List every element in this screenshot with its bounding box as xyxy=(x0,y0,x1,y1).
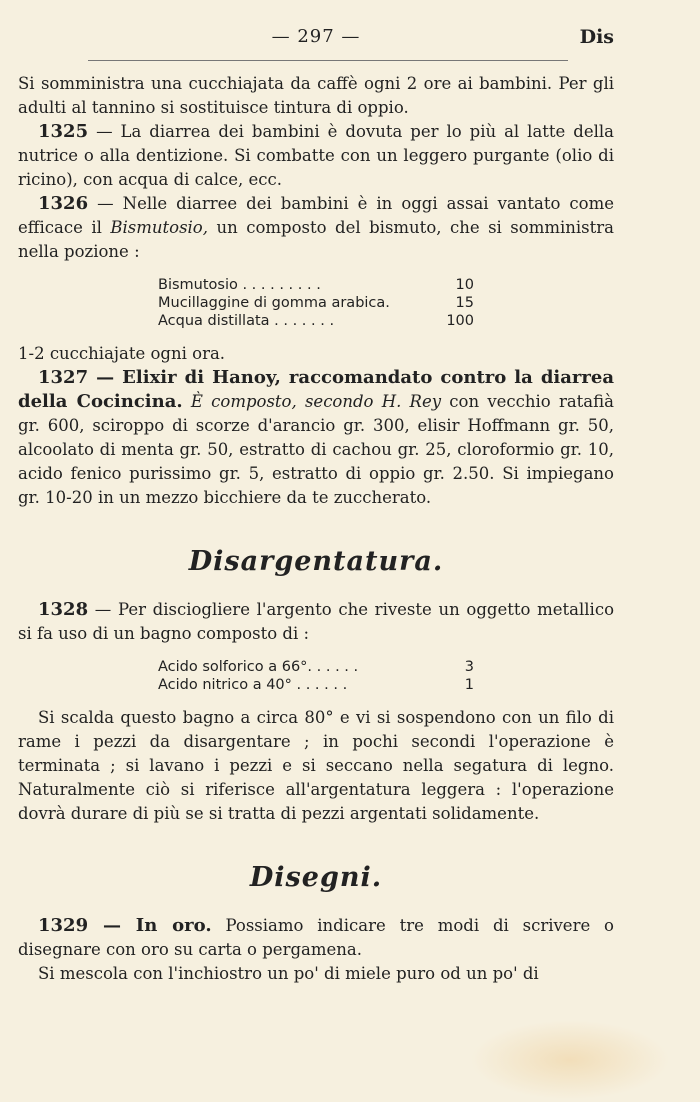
recipe-item: Acqua distillata . . . . . . . xyxy=(158,313,335,329)
entry-text: — Nelle diarree dei bambini è in oggi assai vantato come efficace il xyxy=(18,194,614,237)
recipe-row xyxy=(158,676,474,694)
header-rule xyxy=(88,60,568,61)
paragraph-1325 xyxy=(18,120,614,192)
paragraph-dose: 1-2 cucchiajate ogni ora. xyxy=(18,344,226,363)
entry-italic: Bismutosio, xyxy=(110,218,208,237)
recipe-qty: 10 xyxy=(455,277,474,293)
entry-number: 1329 xyxy=(38,915,89,936)
entry-number: 1327 xyxy=(38,367,89,388)
recipe-bagno xyxy=(158,658,614,694)
recipe-item: Acido solforico a 66°. . . . . . xyxy=(158,659,359,675)
entry-bold: — Elixir di Hanoy, raccomandato contro la diarrea della Cocincina. xyxy=(18,367,614,412)
entry-text: — Per disciogliere l'argento che riveste un oggetto metallico si fa uso di un bagno composto di : xyxy=(18,600,614,643)
entry-number: 1328 xyxy=(38,599,89,620)
recipe-bismutosio xyxy=(158,276,614,330)
recipe-qty: 3 xyxy=(464,659,474,675)
recipe-qty: 100 xyxy=(446,313,474,329)
recipe-qty: 1 xyxy=(464,677,474,693)
page-body xyxy=(18,72,614,986)
paragraph-1327 xyxy=(18,366,614,510)
entry-bold: — In oro. xyxy=(88,915,212,936)
section-title-disegni: Disegni. xyxy=(249,862,383,893)
paragraph-1329 xyxy=(18,914,614,962)
paragraph-intro: Si somministra una cucchiajata da caffè ogni 2 ore ai bambini. Per gli adulti al tannino si sostituisce tintura di oppio. xyxy=(18,74,614,117)
entry-text: — La diarrea dei bambini è dovuta per lo più al latte della nutrice o alla dentizione. Si combatte con un leggero purgante (olio di ricino), con acqua di calce, ecc. xyxy=(18,122,614,189)
running-head: Dis xyxy=(579,26,614,48)
page-header xyxy=(18,26,614,56)
entry-italic: È composto, secondo H. Rey xyxy=(182,392,442,411)
paragraph-1328 xyxy=(18,598,614,646)
entry-text: con vecchio ratafià gr. 600, sciroppo di scorze d'arancio gr. 300, elisir Hoffmann gr. 50, alcoolato di menta gr. 50, estratto di cachou gr. 25, cloroformio gr. 10, acido fenico purissimo gr. 5, estratto di oppio gr. 2.50. Si impiegano gr. 10-20 in un mezzo bicchiere da te zuccherato. xyxy=(18,392,614,507)
recipe-qty: 15 xyxy=(455,295,474,311)
recipe-row xyxy=(158,294,474,312)
page-number: — 297 — xyxy=(271,26,361,47)
paragraph-1326 xyxy=(18,192,614,264)
paragraph-last: Si mescola con l'inchiostro un po' di miele puro od un po' di xyxy=(38,964,539,983)
entry-text: un composto del bismuto, che si somministra nella pozione : xyxy=(18,218,614,261)
entry-text: Possiamo indicare tre modi di scrivere o disegnare con oro su carta o pergamena. xyxy=(18,916,614,959)
entry-number: 1325 xyxy=(38,121,89,142)
recipe-row xyxy=(158,276,474,294)
paragraph-bagno: Si scalda questo bagno a circa 80° e vi si sospendono con un filo di rame i pezzi da disargentare ; in pochi secondi l'operazione è terminata ; si lavano i pezzi e si seccano nella segatura di legno. Naturalmente ciò si riferisce all'argentatura leggera : l'operazione dovrà durare di più se si tratta di pezzi argentati solidamente. xyxy=(18,708,614,823)
recipe-row xyxy=(158,658,474,676)
recipe-item: Acido nitrico a 40° . . . . . . xyxy=(158,677,348,693)
paper-stain xyxy=(470,1020,670,1100)
recipe-item: Mucillaggine di gomma arabica. xyxy=(158,295,390,311)
recipe-item: Bismutosio . . . . . . . . . xyxy=(158,277,321,293)
section-title-disargentatura: Disargentatura. xyxy=(188,546,444,577)
entry-number: 1326 xyxy=(38,193,89,214)
recipe-row xyxy=(158,312,474,330)
